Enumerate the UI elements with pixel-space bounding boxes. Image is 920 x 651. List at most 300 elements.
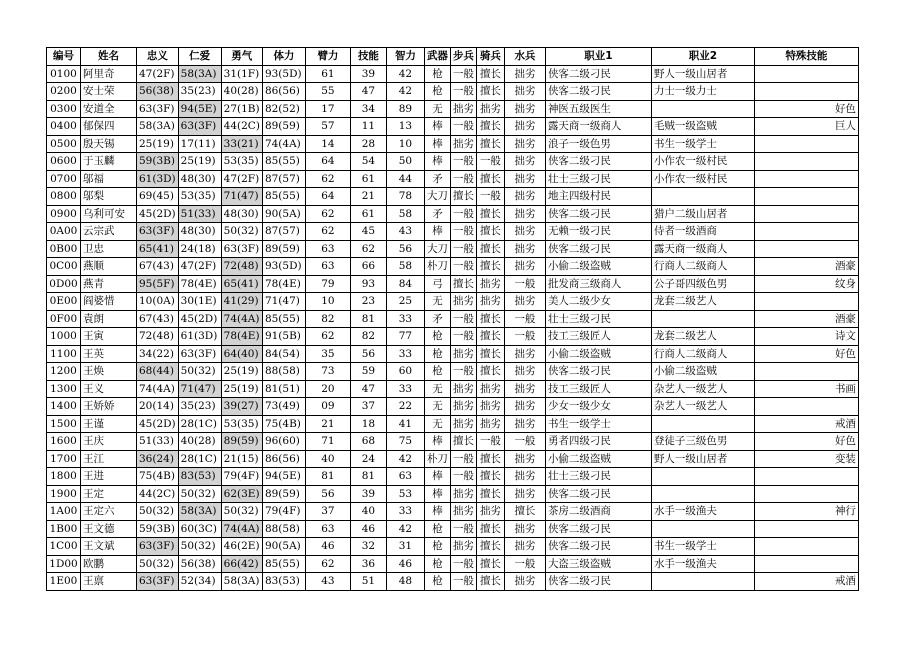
table-row (47, 468, 859, 486)
column-header-navy: 水兵 (504, 48, 545, 66)
cell-name: 王义 (81, 380, 137, 398)
cell-infantry: 拙劣 (450, 503, 476, 521)
cell-strength: 35 (305, 345, 350, 363)
cell-special-skill: 纹身 (754, 275, 858, 293)
cell-strength: 17 (305, 100, 350, 118)
header-row (47, 48, 859, 66)
cell-intelligence: 33 (386, 310, 424, 328)
cell-navy: 拙劣 (504, 100, 545, 118)
cell-loyalty: 50(32) (137, 503, 179, 521)
cell-strength: 61 (305, 65, 350, 83)
cell-profession-1: 少女一级少女 (545, 398, 651, 416)
cell-profession-2: 露天商一级商人 (651, 240, 754, 258)
cell-weapon: 无 (424, 100, 450, 118)
cell-courage: 65(41) (221, 275, 262, 293)
cell-benevolence: 63(3F) (178, 118, 221, 136)
cell-stamina: 94(5E) (262, 468, 305, 486)
cell-stamina: 87(57) (262, 170, 305, 188)
column-header-benevolence: 仁爱 (178, 48, 221, 66)
column-header-strength: 臂力 (305, 48, 350, 66)
cell-intelligence: 13 (386, 118, 424, 136)
cell-loyalty: 63(3F) (137, 573, 179, 591)
cell-intelligence: 63 (386, 468, 424, 486)
cell-profession-1: 茶房二级酒商 (545, 503, 651, 521)
cell-cavalry: 擅长 (476, 363, 504, 381)
cell-skill: 62 (350, 240, 386, 258)
column-header-special-skill: 特殊技能 (754, 48, 858, 66)
cell-profession-1: 侠客二级刁民 (545, 363, 651, 381)
cell-strength: 63 (305, 258, 350, 276)
cell-profession-2 (651, 188, 754, 206)
table-row (47, 293, 859, 311)
cell-weapon: 大刀 (424, 188, 450, 206)
cell-id: 1A00 (47, 503, 81, 521)
cell-weapon: 枪 (424, 538, 450, 556)
cell-navy: 拙劣 (504, 223, 545, 241)
cell-id: 1400 (47, 398, 81, 416)
cell-loyalty: 63(3F) (137, 538, 179, 556)
cell-navy: 拙劣 (504, 153, 545, 171)
cell-courage: 48(30) (221, 205, 262, 223)
cell-intelligence: 60 (386, 363, 424, 381)
cell-profession-2 (651, 520, 754, 538)
cell-skill: 45 (350, 223, 386, 241)
cell-special-skill: 酒豪 (754, 310, 858, 328)
cell-intelligence: 58 (386, 205, 424, 223)
cell-intelligence: 48 (386, 573, 424, 591)
cell-infantry: 拙劣 (450, 380, 476, 398)
cell-id: 0600 (47, 153, 81, 171)
cell-profession-2: 力士一级力士 (651, 83, 754, 101)
cell-benevolence: 58(3A) (178, 503, 221, 521)
cell-cavalry: 擅长 (476, 328, 504, 346)
cell-intelligence: 43 (386, 223, 424, 241)
cell-strength: 20 (305, 380, 350, 398)
cell-weapon: 矛 (424, 205, 450, 223)
cell-navy: 拙劣 (504, 485, 545, 503)
cell-skill: 56 (350, 345, 386, 363)
cell-id: 0800 (47, 188, 81, 206)
cell-cavalry: 擅长 (476, 555, 504, 573)
table-row (47, 83, 859, 101)
cell-name: 王定六 (81, 503, 137, 521)
cell-intelligence: 84 (386, 275, 424, 293)
cell-cavalry: 一般 (476, 433, 504, 451)
cell-stamina: 84(54) (262, 345, 305, 363)
cell-special-skill: 好色 (754, 100, 858, 118)
cell-loyalty: 95(5F) (137, 275, 179, 293)
cell-id: 0400 (47, 118, 81, 136)
cell-name: 王谨 (81, 415, 137, 433)
cell-benevolence: 50(32) (178, 485, 221, 503)
cell-loyalty: 67(43) (137, 258, 179, 276)
cell-skill: 23 (350, 293, 386, 311)
cell-infantry: 拙劣 (450, 135, 476, 153)
cell-profession-2 (651, 310, 754, 328)
table-row (47, 223, 859, 241)
cell-intelligence: 25 (386, 293, 424, 311)
cell-intelligence: 31 (386, 538, 424, 556)
cell-benevolence: 60(3C) (178, 520, 221, 538)
cell-strength: 64 (305, 188, 350, 206)
cell-navy: 拙劣 (504, 415, 545, 433)
cell-skill: 82 (350, 328, 386, 346)
cell-infantry: 擅长 (450, 188, 476, 206)
cell-weapon: 枪 (424, 328, 450, 346)
cell-special-skill: 神行 (754, 503, 858, 521)
cell-profession-2: 杂艺人一级艺人 (651, 398, 754, 416)
cell-weapon: 朴刀 (424, 450, 450, 468)
cell-special-skill (754, 170, 858, 188)
cell-infantry: 拙劣 (450, 398, 476, 416)
cell-courage: 27(1B) (221, 100, 262, 118)
cell-weapon: 弓 (424, 275, 450, 293)
cell-courage: 21(15) (221, 450, 262, 468)
cell-strength: 79 (305, 275, 350, 293)
cell-infantry: 一般 (450, 205, 476, 223)
cell-id: 1500 (47, 415, 81, 433)
cell-infantry: 一般 (450, 170, 476, 188)
cell-intelligence: 33 (386, 380, 424, 398)
cell-stamina: 85(55) (262, 555, 305, 573)
cell-benevolence: 58(3A) (178, 65, 221, 83)
cell-cavalry: 擅长 (476, 485, 504, 503)
cell-cavalry: 拙劣 (476, 380, 504, 398)
cell-skill: 40 (350, 503, 386, 521)
cell-infantry: 一般 (450, 153, 476, 171)
cell-profession-1: 小偷二级盗贼 (545, 345, 651, 363)
cell-name: 阿里奇 (81, 65, 137, 83)
cell-profession-2: 水手一级渔夫 (651, 503, 754, 521)
cell-id: 1C00 (47, 538, 81, 556)
cell-profession-1: 神医五级医生 (545, 100, 651, 118)
cell-navy: 擅长 (504, 503, 545, 521)
cell-stamina: 83(53) (262, 573, 305, 591)
cell-navy: 拙劣 (504, 520, 545, 538)
cell-stamina: 93(5D) (262, 258, 305, 276)
cell-courage: 63(3F) (221, 240, 262, 258)
table-row (47, 328, 859, 346)
cell-id: 0C00 (47, 258, 81, 276)
cell-special-skill (754, 135, 858, 153)
cell-infantry: 拙劣 (450, 415, 476, 433)
cell-stamina: 90(5A) (262, 205, 305, 223)
cell-name: 邬梨 (81, 188, 137, 206)
cell-infantry: 一般 (450, 65, 476, 83)
cell-courage: 50(32) (221, 223, 262, 241)
table-row (47, 275, 859, 293)
cell-strength: 73 (305, 363, 350, 381)
cell-intelligence: 77 (386, 328, 424, 346)
cell-cavalry: 拙劣 (476, 503, 504, 521)
table-row (47, 135, 859, 153)
cell-weapon: 棒 (424, 433, 450, 451)
cell-stamina: 73(49) (262, 398, 305, 416)
cell-name: 袁朗 (81, 310, 137, 328)
cell-skill: 28 (350, 135, 386, 153)
cell-profession-1: 技工三级匠人 (545, 380, 651, 398)
cell-weapon: 无 (424, 293, 450, 311)
cell-cavalry: 擅长 (476, 468, 504, 486)
cell-profession-2: 行商人二级商人 (651, 345, 754, 363)
cell-navy: 拙劣 (504, 118, 545, 136)
cell-loyalty: 68(44) (137, 363, 179, 381)
cell-courage: 64(40) (221, 345, 262, 363)
cell-cavalry: 拙劣 (476, 100, 504, 118)
cell-skill: 54 (350, 153, 386, 171)
table-row (47, 240, 859, 258)
cell-loyalty: 65(41) (137, 240, 179, 258)
cell-skill: 61 (350, 170, 386, 188)
cell-navy: 拙劣 (504, 135, 545, 153)
cell-strength: 14 (305, 135, 350, 153)
cell-profession-2: 侍者一级酒商 (651, 223, 754, 241)
cell-special-skill (754, 485, 858, 503)
cell-weapon: 矛 (424, 310, 450, 328)
cell-courage: 79(4F) (221, 468, 262, 486)
cell-strength: 56 (305, 485, 350, 503)
table-row (47, 415, 859, 433)
cell-loyalty: 44(2C) (137, 485, 179, 503)
cell-profession-1: 侠客二级刁民 (545, 83, 651, 101)
cell-id: 1200 (47, 363, 81, 381)
cell-courage: 33(21) (221, 135, 262, 153)
cell-skill: 34 (350, 100, 386, 118)
cell-skill: 24 (350, 450, 386, 468)
cell-strength: 46 (305, 538, 350, 556)
table-row (47, 170, 859, 188)
cell-skill: 18 (350, 415, 386, 433)
cell-courage: 50(32) (221, 503, 262, 521)
cell-strength: 21 (305, 415, 350, 433)
cell-cavalry: 拙劣 (476, 415, 504, 433)
cell-benevolence: 50(32) (178, 363, 221, 381)
cell-infantry: 拙劣 (450, 538, 476, 556)
cell-courage: 53(35) (221, 153, 262, 171)
cell-weapon: 棒 (424, 153, 450, 171)
cell-profession-1: 侠客二级刁民 (545, 573, 651, 591)
cell-infantry: 一般 (450, 450, 476, 468)
cell-stamina: 88(58) (262, 520, 305, 538)
cell-name: 欧鹏 (81, 555, 137, 573)
cell-weapon: 棒 (424, 485, 450, 503)
cell-id: 1000 (47, 328, 81, 346)
cell-id: 0B00 (47, 240, 81, 258)
cell-courage: 40(28) (221, 83, 262, 101)
cell-name: 王庆 (81, 433, 137, 451)
cell-intelligence: 42 (386, 83, 424, 101)
column-header-infantry: 步兵 (450, 48, 476, 66)
cell-navy: 拙劣 (504, 205, 545, 223)
table-row (47, 205, 859, 223)
cell-benevolence: 24(18) (178, 240, 221, 258)
cell-profession-2: 书生一级学士 (651, 135, 754, 153)
cell-weapon: 枪 (424, 555, 450, 573)
cell-skill: 21 (350, 188, 386, 206)
cell-name: 王江 (81, 450, 137, 468)
cell-profession-2: 野人一级山居者 (651, 450, 754, 468)
cell-loyalty: 59(3B) (137, 153, 179, 171)
cell-navy: 拙劣 (504, 65, 545, 83)
cell-profession-1: 侠客二级刁民 (545, 485, 651, 503)
cell-loyalty: 63(3F) (137, 223, 179, 241)
cell-profession-2: 小作农一级村民 (651, 170, 754, 188)
cell-profession-2: 野人一级山居者 (651, 65, 754, 83)
cell-special-skill: 戒酒 (754, 415, 858, 433)
cell-name: 安士荣 (81, 83, 137, 101)
cell-id: 0100 (47, 65, 81, 83)
column-header-id: 编号 (47, 48, 81, 66)
cell-weapon: 棒 (424, 223, 450, 241)
cell-cavalry: 擅长 (476, 258, 504, 276)
cell-stamina: 87(57) (262, 223, 305, 241)
cell-infantry: 一般 (450, 520, 476, 538)
cell-profession-1: 壮士三级刁民 (545, 170, 651, 188)
cell-infantry: 一般 (450, 573, 476, 591)
cell-benevolence: 51(33) (178, 205, 221, 223)
cell-id: 1600 (47, 433, 81, 451)
cell-special-skill (754, 520, 858, 538)
table-row (47, 380, 859, 398)
cell-infantry: 拙劣 (450, 293, 476, 311)
cell-intelligence: 41 (386, 415, 424, 433)
cell-stamina: 78(4E) (262, 275, 305, 293)
cell-profession-1: 小偷二级盗贼 (545, 258, 651, 276)
column-header-courage: 勇气 (221, 48, 262, 66)
cell-strength: 63 (305, 520, 350, 538)
cell-intelligence: 78 (386, 188, 424, 206)
cell-name: 王焕 (81, 363, 137, 381)
cell-benevolence: 56(38) (178, 555, 221, 573)
cell-id: 1E00 (47, 573, 81, 591)
cell-stamina: 79(4F) (262, 503, 305, 521)
cell-profession-1: 侠客二级刁民 (545, 520, 651, 538)
cell-strength: 81 (305, 468, 350, 486)
cell-intelligence: 89 (386, 100, 424, 118)
cell-benevolence: 71(47) (178, 380, 221, 398)
cell-cavalry: 擅长 (476, 573, 504, 591)
table-header (47, 48, 859, 66)
cell-weapon: 枪 (424, 363, 450, 381)
cell-stamina: 85(55) (262, 188, 305, 206)
table-row (47, 310, 859, 328)
cell-stamina: 88(58) (262, 363, 305, 381)
table-row (47, 433, 859, 451)
cell-id: 1300 (47, 380, 81, 398)
cell-loyalty: 36(24) (137, 450, 179, 468)
cell-name: 殷天锡 (81, 135, 137, 153)
cell-profession-1: 勇者四级刁民 (545, 433, 651, 451)
character-stats-table (46, 47, 859, 591)
cell-profession-2: 小作农一级村民 (651, 153, 754, 171)
cell-skill: 32 (350, 538, 386, 556)
cell-cavalry: 一般 (476, 153, 504, 171)
cell-stamina: 82(52) (262, 100, 305, 118)
cell-profession-1: 侠客二级刁民 (545, 65, 651, 83)
cell-profession-1: 小偷二级盗贼 (545, 450, 651, 468)
cell-benevolence: 47(2F) (178, 258, 221, 276)
cell-skill: 66 (350, 258, 386, 276)
cell-courage: 72(48) (221, 258, 262, 276)
cell-benevolence: 45(2D) (178, 310, 221, 328)
cell-special-skill (754, 188, 858, 206)
cell-profession-1: 露天商一级商人 (545, 118, 651, 136)
cell-navy: 拙劣 (504, 293, 545, 311)
cell-benevolence: 28(1C) (178, 450, 221, 468)
cell-stamina: 85(55) (262, 310, 305, 328)
cell-navy: 拙劣 (504, 573, 545, 591)
cell-id: 0D00 (47, 275, 81, 293)
cell-special-skill: 好色 (754, 345, 858, 363)
table-row (47, 345, 859, 363)
cell-intelligence: 75 (386, 433, 424, 451)
cell-infantry: 拙劣 (450, 485, 476, 503)
cell-weapon: 无 (424, 380, 450, 398)
cell-profession-1: 侠客二级刁民 (545, 205, 651, 223)
cell-strength: 10 (305, 293, 350, 311)
cell-benevolence: 35(23) (178, 83, 221, 101)
cell-infantry: 一般 (450, 328, 476, 346)
column-header-name: 姓名 (81, 48, 137, 66)
cell-id: 1900 (47, 485, 81, 503)
cell-profession-2 (651, 415, 754, 433)
cell-name: 王进 (81, 468, 137, 486)
cell-intelligence: 10 (386, 135, 424, 153)
cell-profession-2: 公子哥四级色男 (651, 275, 754, 293)
cell-benevolence: 40(28) (178, 433, 221, 451)
cell-navy: 拙劣 (504, 363, 545, 381)
cell-benevolence: 61(3D) (178, 328, 221, 346)
cell-stamina: 85(55) (262, 153, 305, 171)
cell-strength: 62 (305, 223, 350, 241)
cell-loyalty: 25(19) (137, 135, 179, 153)
cell-id: 1D00 (47, 555, 81, 573)
table-row (47, 538, 859, 556)
cell-navy: 一般 (504, 555, 545, 573)
cell-weapon: 枪 (424, 65, 450, 83)
cell-cavalry: 擅长 (476, 170, 504, 188)
cell-strength: 71 (305, 433, 350, 451)
cell-profession-1: 美人二级少女 (545, 293, 651, 311)
cell-intelligence: 56 (386, 240, 424, 258)
cell-cavalry: 擅长 (476, 450, 504, 468)
cell-special-skill (754, 223, 858, 241)
cell-stamina: 86(56) (262, 83, 305, 101)
cell-special-skill (754, 153, 858, 171)
cell-cavalry: 擅长 (476, 538, 504, 556)
cell-navy: 拙劣 (504, 188, 545, 206)
table-row (47, 363, 859, 381)
cell-infantry: 一般 (450, 83, 476, 101)
cell-name: 卫忠 (81, 240, 137, 258)
cell-weapon: 无 (424, 398, 450, 416)
cell-profession-2: 小偷二级盗贼 (651, 363, 754, 381)
cell-loyalty: 20(14) (137, 398, 179, 416)
cell-benevolence: 25(19) (178, 153, 221, 171)
cell-special-skill: 好色 (754, 433, 858, 451)
cell-weapon: 矛 (424, 170, 450, 188)
cell-navy: 一般 (504, 275, 545, 293)
cell-cavalry: 擅长 (476, 520, 504, 538)
cell-infantry: 擅长 (450, 433, 476, 451)
cell-infantry: 一般 (450, 555, 476, 573)
cell-weapon: 枪 (424, 83, 450, 101)
cell-profession-2: 猎户二级山居者 (651, 205, 754, 223)
cell-special-skill: 巨人 (754, 118, 858, 136)
cell-cavalry: 擅长 (476, 223, 504, 241)
cell-strength: 63 (305, 240, 350, 258)
cell-intelligence: 50 (386, 153, 424, 171)
